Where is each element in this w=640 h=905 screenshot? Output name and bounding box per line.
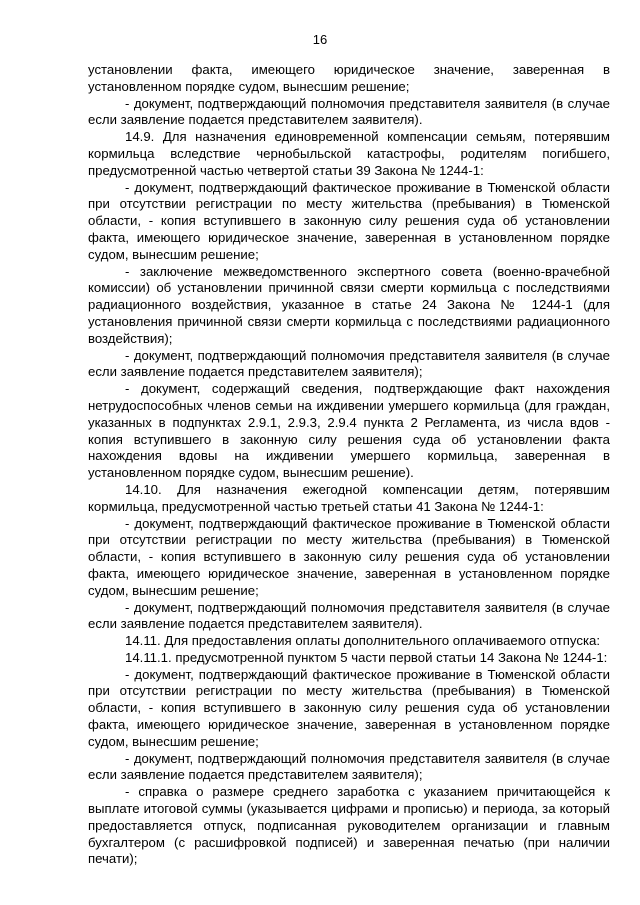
paragraph: 14.10. Для назначения ежегодной компенсации детям, потерявшим кормильца, предусмотренной частью третьей статьи 41 Закона № 1244-1: bbox=[88, 481, 610, 514]
paragraph: - документ, подтверждающий полномочия представителя заявителя (в случае если заявление подается представителем заявителя); bbox=[88, 750, 610, 783]
paragraph: - справка о размере среднего заработка с указанием причитающейся к выплате итоговой суммы (указывается цифрами и прописью) и периода, за который предоставляется отпуск, подписанная руководителем организации и главным бухгалтером (с расшифровкой подписей) и заверенная печатью (при наличии печати); bbox=[88, 784, 610, 867]
paragraph: - заключение межведомственного экспертного совета (военно-врачебной комиссии) об установлении причинной связи смерти кормильца с последствиями радиационного воздействия, указанное в статье 24 Закона № 1244-1 (для установления причинной связи смерти кормильца с последствиями радиационного воздействия); bbox=[88, 263, 610, 346]
paragraph: - документ, подтверждающий фактическое проживание в Тюменской области при отсутствии регистрации по месту жительства (пребывания) в Тюменской области, - копия вступившего в законную силу решения суда об установлении факта, имеющего юридическое значение, заверенная в установленном порядке судом, вынесшим решение; bbox=[88, 179, 610, 262]
paragraph: - документ, подтверждающий полномочия представителя заявителя (в случае если заявление подается представителем заявителя). bbox=[88, 599, 610, 632]
paragraph: установлении факта, имеющего юридическое значение, заверенная в установленном порядке судом, вынесшим решение; bbox=[88, 62, 610, 94]
paragraph: - документ, подтверждающий полномочия представителя заявителя (в случае если заявление подается представителем заявителя). bbox=[88, 95, 610, 128]
paragraph: 14.9. Для назначения единовременной компенсации семьям, потерявшим кормильца вследствие чернобыльской катастрофы, родителям погибшего, предусмотренной частью четвертой статьи 39 Закона № 1244-1: bbox=[88, 129, 610, 178]
paragraph: - документ, подтверждающий полномочия представителя заявителя (в случае если заявление подается представителем заявителя); bbox=[88, 347, 610, 380]
paragraph: 14.11. Для предоставления оплаты дополнительного оплачиваемого отпуска: bbox=[125, 633, 600, 649]
page-number: 16 bbox=[312, 32, 328, 47]
paragraph: 14.11.1. предусмотренной пунктом 5 части первой статьи 14 Закона № 1244-1: bbox=[125, 649, 608, 665]
paragraph: - документ, подтверждающий фактическое проживание в Тюменской области при отсутствии регистрации по месту жительства (пребывания) в Тюменской области, - копия вступившего в законную силу решения суда об установлении факта, имеющего юридическое значение, заверенная в установленном порядке судом, вынесшим решение; bbox=[88, 666, 610, 749]
paragraph: - документ, содержащий сведения, подтверждающие факт нахождения нетрудоспособных членов семьи на иждивении умершего кормильца (для граждан, указанных в подпунктах 2.9.1, 2.9.3, 2.9.4 пункта 2 Регламента, из числа вдов - копия вступившего в законную силу решения суда об установлении факта нахождения вдовы на иждивении умершего кормильца, заверенная в установленном порядке судом, вынесшим решение). bbox=[88, 381, 610, 481]
paragraph: - документ, подтверждающий фактическое проживание в Тюменской области при отсутствии регистрации по месту жительства (пребывания) в Тюменской области, - копия вступившего в законную силу решения суда об установлении факта, имеющего юридическое значение, заверенная в установленном порядке судом, вынесшим решение; bbox=[88, 515, 610, 598]
document-body bbox=[88, 62, 610, 868]
